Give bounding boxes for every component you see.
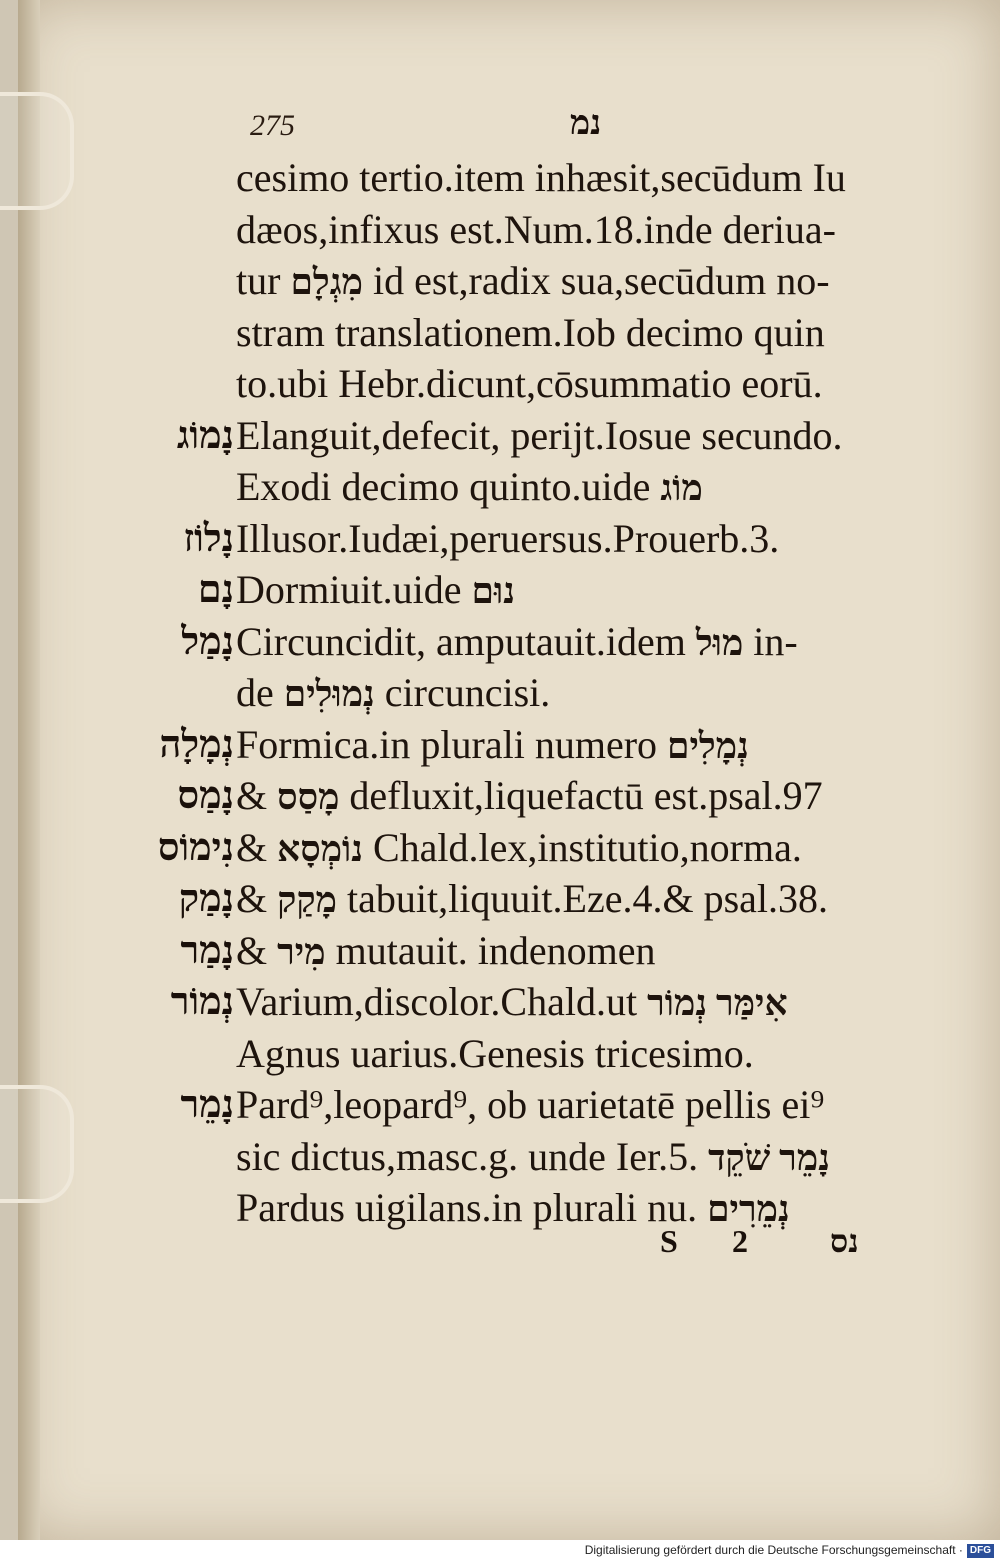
text-line <box>236 616 886 668</box>
hebrew-headword: נָמַק <box>178 878 234 920</box>
text-line <box>236 719 886 771</box>
line-text: cesimo tertio.item inhæsit,secūdum Iu <box>236 155 846 200</box>
signature-number: 2 <box>732 1223 748 1259</box>
line-text: Circuncidit, amputauit.idem <box>236 619 696 664</box>
hebrew-headword: נָמַר <box>180 930 234 972</box>
text-line <box>236 770 886 822</box>
running-head: נמ <box>570 105 602 142</box>
footer-credit: Digitalisierung gefördert durch die Deutsche Forschungsgemeinschaft · <box>584 1543 963 1557</box>
hebrew-word: מָקַק <box>277 880 337 920</box>
hebrew-word: נְמוּלִים <box>283 674 375 714</box>
signature-line <box>660 1223 900 1263</box>
text-line <box>236 1028 886 1080</box>
text-line <box>236 822 886 874</box>
text-line <box>236 873 886 925</box>
line-text: & <box>236 928 278 973</box>
line-text: & <box>236 876 278 921</box>
hebrew-headword: נָמַס <box>177 775 234 817</box>
hebrew-word: נוּם <box>471 571 515 611</box>
hebrew-word: נָמֵר שֹׁקֵד <box>708 1138 830 1178</box>
text-line <box>236 307 886 359</box>
line-text: stram translationem.Iob decimo quin <box>236 310 825 355</box>
page-header <box>250 105 630 145</box>
hebrew-word: מִגְלָם <box>290 262 363 302</box>
text-line <box>236 925 886 977</box>
text-line <box>236 564 886 616</box>
hebrew-word: נוֹמְסָא <box>277 829 363 869</box>
page-clip-top <box>0 92 74 210</box>
page-clip-bottom <box>0 1085 74 1203</box>
text-line <box>236 513 886 565</box>
line-text: Elanguit,defecit, perijt.Iosue secundo. <box>236 413 843 458</box>
hebrew-word: מָסַס <box>277 777 340 817</box>
text-line <box>236 1131 886 1183</box>
catchword: נס <box>830 1223 859 1259</box>
hebrew-headword: נָמַל <box>181 621 234 663</box>
text-line <box>236 976 886 1028</box>
line-prefix: tur <box>236 258 291 303</box>
text-line <box>236 152 886 204</box>
signature-mark: S <box>660 1223 678 1259</box>
hebrew-headword: נְמָלָה <box>159 724 234 766</box>
line-text: Formica.in plurali numero <box>236 722 668 767</box>
line-text: de <box>236 670 284 715</box>
text-line <box>236 667 886 719</box>
line-text: & <box>236 825 278 870</box>
text-line <box>236 410 886 462</box>
hebrew-word: מִיר <box>277 932 326 972</box>
hebrew-headword: נָם <box>197 569 234 611</box>
line-suffix: tabuit,liquuit.Eze.4.& psal.38. <box>337 876 829 921</box>
page-number: 275 <box>250 109 295 142</box>
line-text: Illusor.Iudæi,peruersus.Prouerb.3. <box>236 516 780 561</box>
line-text: sic dictus,masc.g. unde Ier.5. <box>236 1134 709 1179</box>
line-text: Exodi decimo quinto.uide <box>236 464 661 509</box>
line-text: to.ubi Hebr.dicunt,cōsummatio eorū. <box>236 361 823 406</box>
hebrew-word: נְמָלִים <box>667 726 749 766</box>
hebrew-word: אִימַּר נְמוֹר <box>647 983 788 1023</box>
line-text: & <box>236 773 278 818</box>
dfg-logo: DFG <box>967 1544 994 1558</box>
hebrew-headword: נִימוֹס <box>157 827 234 869</box>
hebrew-headword: נָמֵר <box>180 1084 234 1126</box>
line-suffix: circuncisi. <box>374 670 551 715</box>
line-text: Dormiuit.uide <box>236 567 472 612</box>
line-text: Pard⁹,leopard⁹, ob uarietatē pellis ei⁹ <box>236 1082 825 1127</box>
line-text: id est,radix sua,secūdum no- <box>362 258 830 303</box>
hebrew-headword: נָמוֹג <box>176 415 234 457</box>
line-suffix: in- <box>743 619 798 664</box>
text-line <box>236 461 886 513</box>
hebrew-word: מוֹג <box>660 468 703 508</box>
hebrew-headword: נְמוֹר <box>170 981 234 1023</box>
line-suffix: mutauit. indenomen <box>325 928 656 973</box>
text-line <box>236 358 886 410</box>
line-text: Agnus uarius.Genesis tricesimo. <box>236 1031 754 1076</box>
line-suffix: Chald.lex,institutio,norma. <box>362 825 802 870</box>
line-text: dæos,infixus est.Num.18.inde deriua- <box>236 207 836 252</box>
line-text: Pardus uigilans.in plurali nu. <box>236 1185 708 1230</box>
line-text: Varium,discolor.Chald.ut <box>236 979 648 1024</box>
text-line <box>236 204 886 256</box>
text-line <box>236 255 886 307</box>
hebrew-word: מוּל <box>695 623 744 663</box>
binding-edge <box>18 0 40 1540</box>
text-line <box>236 1079 886 1131</box>
line-suffix: defluxit,liquefactū est.psal.97 <box>339 773 823 818</box>
hebrew-headword: נָלוֹז <box>183 518 234 560</box>
digitization-footer <box>0 1540 1000 1560</box>
hebrew-word: נְמֵרִים <box>707 1189 790 1229</box>
